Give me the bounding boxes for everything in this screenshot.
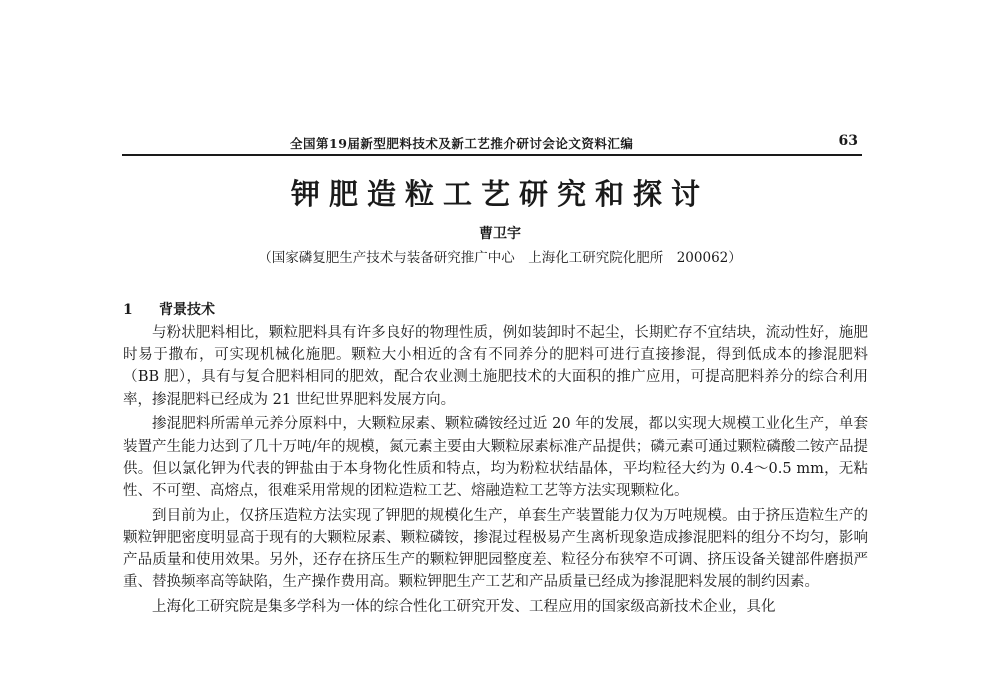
paper-title: 钾肥造粒工艺研究和探讨: [290, 177, 709, 211]
paragraph: 上海化工研究院是集多学科为一体的综合性化工研究开发、工程应用的国家级高新技术企业，具化: [152, 598, 776, 615]
author-affiliation: （国家磷复肥生产技术与装备研究推广中心 上海化工研究院化肥所 200062）: [258, 250, 742, 266]
author-name: 曹卫宇: [479, 226, 521, 242]
paragraph: 掺混肥料所需单元养分原料中，大颗粒尿素、颗粒磷铵经过近 20 年的发展，都以实现大规模工业化生产，单套装置产生能力达到了几十万吨/年的规模，氮元素主要由大颗粒尿素标准产品提供；磷元素可通过颗粒磷酸二铵产品提供。但以氯化钾为代表的钾盐由于本身物化性质和特点，均为粉粒状结晶体，平均粒径大约为 0.4～0.5 mm，无粘性、不可塑、高熔点，很难采用常规的团粒造粒工艺、熔融造粒工艺等方法实现颗粒化。: [123, 416, 868, 499]
paragraph: 到目前为止，仅挤压造粒方法实现了钾肥的规模化生产，单套生产装置能力仅为万吨规模。由于挤压造粒生产的颗粒钾肥密度明显高于现有的大颗粒尿素、颗粒磷铵，掺混过程极易产生离析现象造成掺混肥料的组分不均匀，影响产品质量和使用效果。另外，还存在挤压生产的颗粒钾肥园整度差、粒径分布狭窄不可调、挤压设备关键部件磨损严重、替换频率高等缺陷，生产操作费用高。颗粒钾肥生产工艺和产品质量已经成为掺混肥料发展的制约因素。: [123, 507, 868, 591]
page-number: 63: [838, 133, 858, 149]
running-header: [122, 132, 862, 156]
paragraph: 与粉状肥料相比，颗粒肥料具有许多良好的物理性质，例如装卸时不起尘，长期贮存不宜结块，流动性好，施肥时易于撒布，可实现机械化施肥。颗粒大小相近的含有不同养分的肥料可进行直接掺混，得到低成本的掺混肥料（BB 肥），具有与复合肥料相同的肥效，配合农业测土施肥技术的大面积的推广应用，可提高肥料养分的综合利用率，掺混肥料已经成为 21 世纪世界肥料发展方向。: [123, 325, 868, 408]
section-title: 背景技术: [159, 302, 215, 318]
section-heading: [123, 299, 215, 319]
journal-title: 全国第19届新型肥料技术及新工艺推介研讨会论文资料汇编: [290, 136, 634, 151]
section-number: 1: [123, 302, 133, 318]
body-text: [123, 322, 868, 621]
